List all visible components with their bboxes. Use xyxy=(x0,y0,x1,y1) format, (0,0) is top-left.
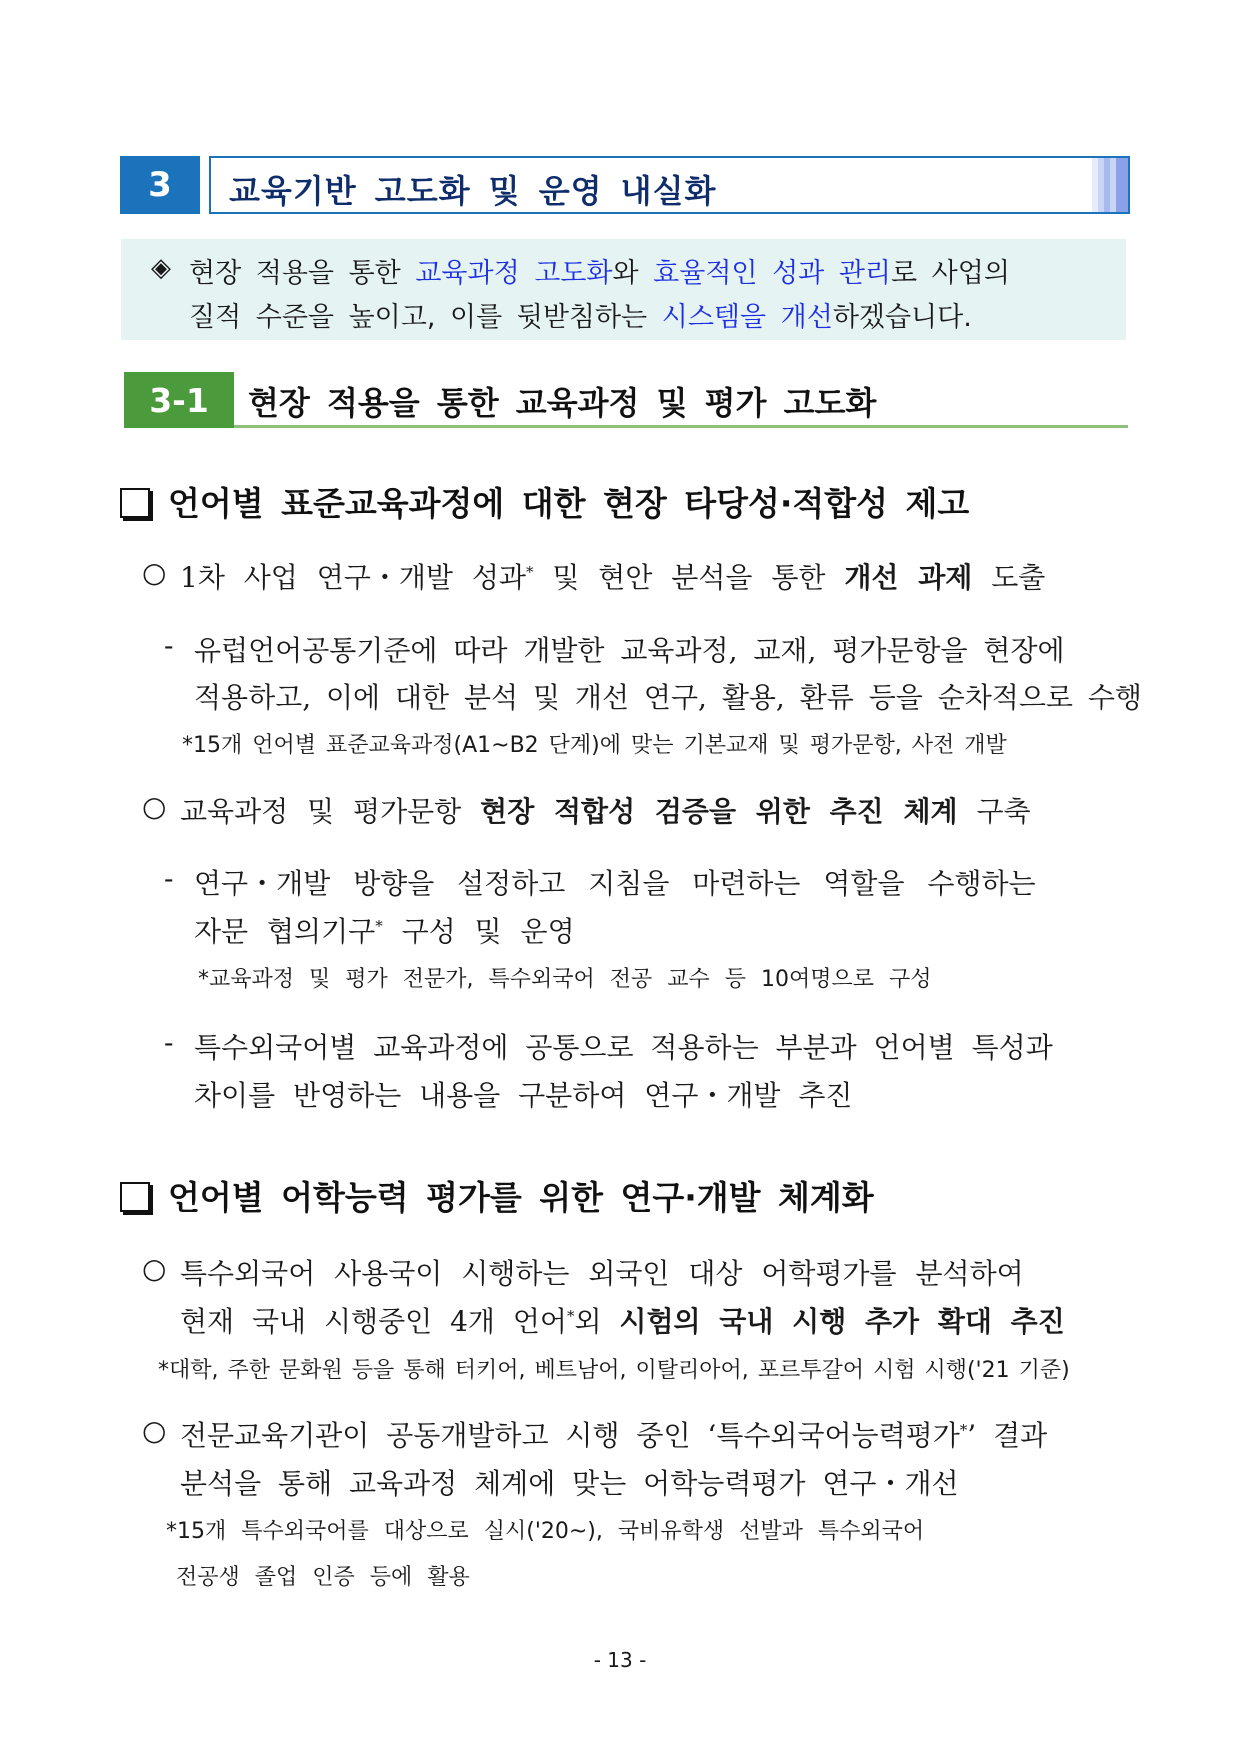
summary-text: 와 xyxy=(612,258,654,289)
paragraph-4-line-2: 분석을 통해 교육과정 체계에 맞는 어학능력평가 연구・개선 xyxy=(180,1467,959,1500)
checkbox-square-icon xyxy=(120,488,150,518)
paragraph-1 xyxy=(180,556,1045,596)
summary-text: 현장 적용을 통한 xyxy=(189,258,416,289)
summary-highlight: 효율적인 성과 관리 xyxy=(653,258,891,289)
summary-line-2 xyxy=(189,295,972,334)
summary-text: 질적 수준을 높이고, 이를 뒷받침하는 xyxy=(189,302,662,333)
heading-text: 언어별 표준교육과정에 대한 현장 타당성·적합성 제고 xyxy=(168,484,970,523)
summary-box xyxy=(121,239,1126,340)
text: 현재 국내 시행중인 4개 언어 xyxy=(180,1305,567,1338)
dash-bullet: - xyxy=(164,1026,174,1059)
text: 및 현안 분석을 통한 xyxy=(533,561,845,594)
circle-bullet-icon: ○ xyxy=(142,1414,167,1447)
diamond-icon: ◈ xyxy=(151,253,171,283)
paragraph-3-line-2 xyxy=(180,1300,1065,1340)
paragraph-3-line-1: 특수외국어 사용국이 시행하는 외국인 대상 어학평가를 분석하여 xyxy=(180,1257,1024,1290)
subsection-number: 3-1 xyxy=(124,372,234,428)
subsection-header xyxy=(124,372,1128,428)
summary-highlight: 시스템을 개선 xyxy=(661,302,833,333)
footnote-mark: * xyxy=(525,563,534,581)
footnote-4-line-2: 전공생 졸업 인증 등에 활용 xyxy=(176,1565,470,1590)
footnote-mark: * xyxy=(959,1421,968,1439)
emphasis-text: 현장 적합성 검증을 위한 추진 체계 xyxy=(480,795,958,828)
dash-bullet: - xyxy=(164,629,174,662)
text: ’ 결과 xyxy=(967,1419,1048,1452)
section-header xyxy=(120,156,1128,214)
section-title-box xyxy=(209,156,1130,214)
subsection-title: 현장 적용을 통한 교육과정 및 평가 고도화 xyxy=(248,384,877,422)
section-number: 3 xyxy=(120,156,200,214)
detail-1-line-2: 적용하고, 이에 대한 분석 및 개선 연구, 활용, 환류 등을 순차적으로 수행 xyxy=(194,681,1142,714)
footnote-1: *15개 언어별 표준교육과정(A1~B2 단계)에 맞는 기본교재 및 평가문항, 사전 개발 xyxy=(182,733,1007,758)
circle-bullet-icon: ○ xyxy=(142,1252,167,1285)
emphasis-text: 시험의 국내 시행 추가 확대 추진 xyxy=(619,1305,1065,1338)
page-number: - 13 - xyxy=(593,1648,647,1672)
summary-highlight: 교육과정 고도화 xyxy=(415,258,613,289)
text: 자문 협의기구 xyxy=(194,915,376,948)
text: 도출 xyxy=(972,561,1046,594)
footnote-mark: * xyxy=(566,1307,575,1325)
section-title: 교육기반 고도화 및 운영 내실화 xyxy=(229,172,717,210)
summary-line-1 xyxy=(189,251,1010,290)
text: 교육과정 및 평가문항 xyxy=(180,795,481,828)
paragraph-2 xyxy=(180,790,1031,830)
summary-text: 로 사업의 xyxy=(890,258,1010,289)
heading-text: 언어별 어학능력 평가를 위한 연구·개발 체계화 xyxy=(168,1178,874,1217)
decorative-stripes xyxy=(1092,158,1128,212)
checkbox-square-icon xyxy=(120,1182,150,1212)
paragraph-4-line-1 xyxy=(180,1414,1047,1454)
footnote-2: *교육과정 및 평가 전문가, 특수외국어 전공 교수 등 10여명으로 구성 xyxy=(198,967,932,992)
text: 전문교육기관이 공동개발하고 시행 중인 ‘특수외국어능력평가 xyxy=(180,1419,960,1452)
text: 외 xyxy=(574,1305,620,1338)
text: 구성 및 운영 xyxy=(382,915,575,948)
circle-bullet-icon: ○ xyxy=(142,556,167,589)
heading-2 xyxy=(120,1172,874,1219)
summary-text: 하겠습니다. xyxy=(832,302,972,333)
emphasis-text: 개선 과제 xyxy=(844,561,973,594)
detail-2-line-1: 연구・개발 방향을 설정하고 지침을 마련하는 역할을 수행하는 xyxy=(194,867,1036,900)
subsection-underline xyxy=(234,425,1128,428)
footnote-3: *대학, 주한 문화원 등을 통해 터키어, 베트남어, 이탈리아어, 포르투갈어 시험 시행('21 기준) xyxy=(158,1358,1070,1383)
detail-3-line-2: 차이를 반영하는 내용을 구분하여 연구・개발 추진 xyxy=(194,1079,853,1112)
circle-bullet-icon: ○ xyxy=(142,790,167,823)
text: 1차 사업 연구・개발 성과 xyxy=(180,561,526,594)
detail-1-line-1: 유럽언어공통기준에 따라 개발한 교육과정, 교재, 평가문항을 현장에 xyxy=(194,634,1065,667)
footnote-mark: * xyxy=(375,917,383,935)
detail-2-line-2 xyxy=(194,910,575,950)
dash-bullet: - xyxy=(164,862,174,895)
detail-3-line-1: 특수외국어별 교육과정에 공통으로 적용하는 부분과 언어별 특성과 xyxy=(194,1031,1053,1064)
text: 구축 xyxy=(957,795,1031,828)
footnote-4-line-1: *15개 특수외국어를 대상으로 실시('20~), 국비유학생 선발과 특수외국어 xyxy=(166,1519,925,1544)
heading-1 xyxy=(120,478,969,525)
